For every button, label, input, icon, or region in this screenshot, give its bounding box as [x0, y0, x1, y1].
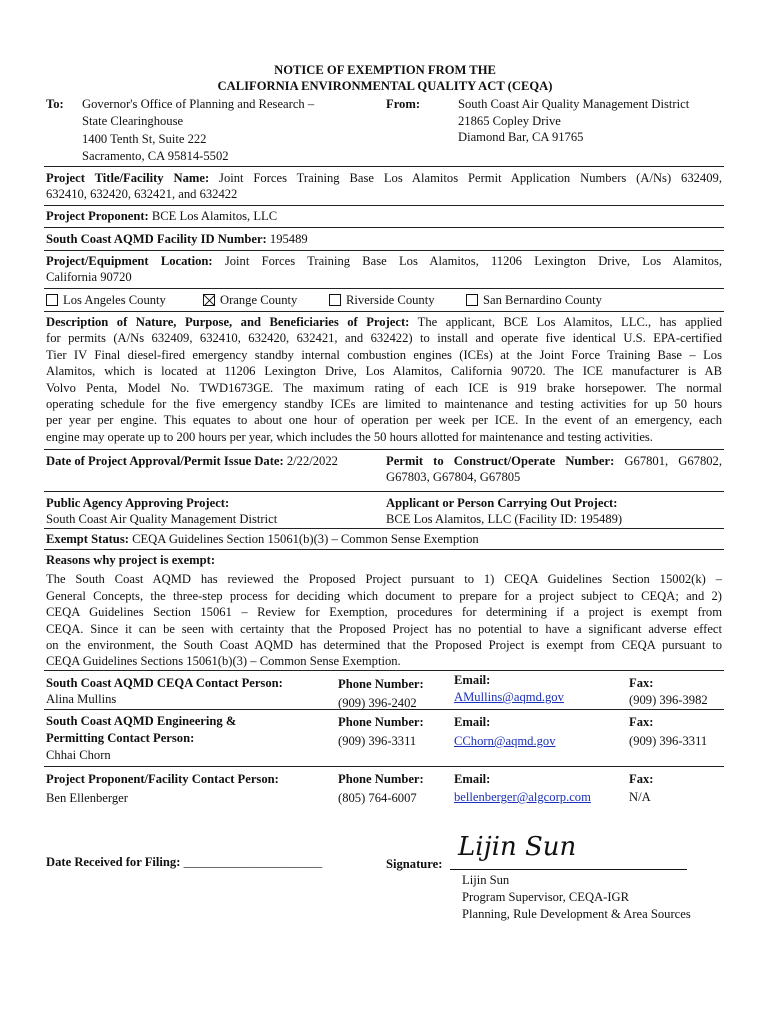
divider — [44, 549, 724, 550]
divider — [44, 205, 724, 206]
filing-blank[interactable]: ______________________ — [183, 855, 323, 869]
signer-block — [462, 872, 691, 923]
engineering-fax — [629, 713, 707, 751]
approval-date-label: Date of Project Approval/Permit Issue Date: — [46, 454, 284, 468]
divider — [44, 288, 724, 289]
county-label: Orange County — [220, 293, 298, 307]
phone-label: Phone Number: — [338, 715, 424, 729]
fax-label: Fax: — [629, 772, 654, 786]
approval-date-section — [46, 453, 338, 469]
checkbox-orange-checked[interactable] — [203, 294, 215, 306]
description-label: Description of Nature, Purpose, and Beneficiaries of Project: — [46, 315, 410, 329]
divider — [44, 449, 724, 450]
reasons-line: on the environment, the South Coast AQMD has determined that the Proposed Project is exempt from CEQA pursuant to — [46, 638, 722, 653]
to-line: Sacramento, CA 95814-5502 — [82, 148, 229, 163]
signature-label: Signature: — [386, 857, 443, 871]
applicant-value: BCE Los Alamitos, LLC (Facility ID: 195489) — [386, 512, 623, 526]
to-address — [82, 96, 314, 165]
notice-title — [0, 62, 770, 94]
from-line: 21865 Copley Drive — [458, 113, 561, 128]
description-line: Alamitos, which is located at 11206 Lexington Drive, Los Alamitos, California 90720. The ICE manufacturer is AB — [46, 364, 722, 379]
ceqa-phone-value: (909) 396-2402 — [338, 696, 417, 710]
engineering-email — [454, 713, 556, 751]
ceqa-contact — [46, 675, 283, 707]
reasons-line: The South Coast AQMD has reviewed the Proposed Project pursuant to 1) CEQA Guidelines Section 15002(k) – — [46, 572, 722, 587]
to-line: 1400 Tenth St, Suite 222 — [82, 131, 207, 146]
reasons-line: CEQA. Since it can be seen with certainty that the Proposed Project has no potential to have a significant adverse effect — [46, 621, 722, 636]
public-agency-label: Public Agency Approving Project: — [46, 496, 230, 510]
fax-label: Fax: — [629, 676, 654, 690]
location-label: Project/Equipment Location: — [46, 254, 213, 268]
permit-number-value-2: G67803, G67804, G67805 — [386, 470, 521, 484]
location-value-2: California 90720 — [46, 270, 132, 284]
facility-id-value: 195489 — [269, 232, 308, 246]
phone-label: Phone Number: — [338, 772, 424, 786]
divider — [44, 166, 724, 167]
proponent-fax — [629, 770, 653, 806]
exempt-status-value: CEQA Guidelines Section 15061(b)(3) – Common Sense Exemption — [132, 532, 479, 546]
divider — [44, 491, 724, 492]
description-line: for permits (A/Ns 632409, 632410, 632420, 632421, and 632422) to install and operate five identical U.S. EPA-certified — [46, 331, 722, 346]
from-label: From: — [386, 97, 421, 111]
project-title-label: Project Title/Facility Name: — [46, 171, 210, 185]
email-label: Email: — [454, 673, 491, 687]
engineering-contact-label-1: South Coast AQMD Engineering & — [46, 714, 237, 728]
project-title-section — [46, 170, 722, 202]
public-agency-section — [46, 495, 277, 527]
applicant-section — [386, 495, 622, 527]
divider — [44, 670, 724, 671]
email-label: Email: — [454, 772, 491, 786]
proponent-email-link[interactable]: bellenberger@algcorp.com — [454, 790, 591, 804]
fax-label: Fax: — [629, 715, 654, 729]
reasons-line: CEQA Guidelines Sections 15061(b)(3) – Common Sense Exemption. — [46, 654, 401, 669]
description-line: Volvo Penta, Model No. TWD1673GE. The maximum rating of each ICE is 919 brake horsepower. The normal — [46, 380, 722, 395]
proponent-label: Project Proponent: — [46, 209, 149, 223]
county-label: Riverside County — [346, 293, 435, 307]
engineering-phone — [338, 713, 424, 751]
proponent-phone-value: (805) 764-6007 — [338, 791, 417, 805]
signature-line — [450, 869, 687, 870]
facility-id-label: South Coast AQMD Facility ID Number: — [46, 232, 267, 246]
location-value-1: Joint Forces Training Base Los Alamitos, 11206 Lexington Drive, Los Alamitos, — [224, 254, 722, 268]
engineering-contact — [46, 713, 236, 764]
description-line: engine may operate up to 200 hours per year, which includes the 50 hours allotted for maintenance and testing activities. — [46, 429, 653, 444]
county-option-riverside[interactable] — [329, 292, 435, 308]
description-line: per year per engine. This equates to about one hour of operation per week per ICE. In the event of an emergency, each — [46, 413, 722, 428]
county-label: San Bernardino County — [483, 293, 602, 307]
divider — [44, 227, 724, 228]
to-line: State Clearinghouse — [82, 114, 184, 129]
ceqa-fax-value: (909) 396-3982 — [629, 693, 708, 707]
filing-label: Date Received for Filing: — [46, 855, 181, 869]
exempt-status-section — [46, 531, 722, 547]
reasons-section — [46, 552, 722, 670]
engineering-phone-value: (909) 396-3311 — [338, 734, 417, 748]
county-label: Los Angeles County — [63, 293, 166, 307]
divider — [44, 528, 724, 529]
description-line: operating schedule for the five emergency standby ICEs are limited to maintenance and testing activities for up 50 hours — [46, 397, 722, 412]
project-title-value-2: 632410, 632420, 632421, and 632422 — [46, 187, 238, 201]
project-title-value-1: Joint Forces Training Base Los Alamitos Permit Application Numbers (A/Ns) 632409, — [219, 171, 722, 185]
permit-number-value-1: G67801, G67802, — [624, 454, 722, 468]
ceqa-email — [454, 672, 564, 706]
engineering-fax-value: (909) 396-3311 — [629, 734, 708, 748]
reasons-label: Reasons why project is exempt: — [46, 553, 216, 567]
signer-department: Planning, Rule Development & Area Sources — [462, 907, 691, 921]
ceqa-contact-label: South Coast AQMD CEQA Contact Person: — [46, 676, 283, 690]
to-line: Governor's Office of Planning and Research – — [82, 97, 315, 111]
county-option-los-angeles[interactable] — [46, 292, 166, 308]
from-line: South Coast Air Quality Management District — [458, 97, 690, 111]
filing-section — [46, 854, 322, 870]
checkbox-los-angeles[interactable] — [46, 294, 58, 306]
proponent-contact — [46, 770, 279, 808]
proponent-contact-label: Project Proponent/Facility Contact Person: — [46, 772, 279, 786]
proponent-contact-name: Ben Ellenberger — [46, 791, 128, 805]
divider — [44, 766, 724, 767]
approval-date-value: 2/22/2022 — [286, 454, 338, 468]
proponent-value: BCE Los Alamitos, LLC — [151, 209, 278, 223]
phone-label: Phone Number: — [338, 677, 424, 691]
proponent-fax-value: N/A — [629, 790, 651, 804]
proponent-phone — [338, 770, 424, 808]
divider — [44, 250, 724, 251]
to-label: To: — [46, 97, 64, 111]
county-option-orange[interactable] — [203, 292, 297, 308]
checkbox-san-bernardino[interactable] — [466, 294, 478, 306]
engineering-email-link[interactable]: CChorn@aqmd.gov — [454, 734, 556, 748]
handwritten-signature: Lijin Sun — [458, 832, 577, 862]
ceqa-contact-name: Alina Mullins — [46, 692, 117, 706]
proponent-email — [454, 770, 591, 806]
divider — [44, 311, 724, 312]
exempt-status-label: Exempt Status: — [46, 532, 129, 546]
facility-id-section — [46, 231, 722, 247]
ceqa-fax — [629, 675, 708, 709]
applicant-label: Applicant or Person Carrying Out Project: — [386, 496, 618, 510]
reasons-line: General Concepts, the three-step process for deciding which document to prepare for a project subject to CEQA; and 2) — [46, 588, 722, 603]
from-line: Diamond Bar, CA 91765 — [458, 130, 584, 144]
signer-position: Program Supervisor, CEQA-IGR — [462, 890, 630, 904]
ceqa-email-link[interactable]: AMullins@aqmd.gov — [454, 690, 564, 704]
location-section — [46, 253, 722, 285]
public-agency-value: South Coast Air Quality Management District — [46, 512, 278, 526]
signer-name: Lijin Sun — [462, 873, 510, 887]
description-section — [46, 314, 722, 445]
ceqa-phone — [338, 675, 424, 713]
description-line: The applicant, BCE Los Alamitos, LLC., has applied — [417, 315, 723, 329]
from-address — [458, 96, 689, 146]
description-line: Tier IV Final diesel-fired emergency standby internal combustion engines (ICEs) at the Joint Force Training Base – Los — [46, 347, 722, 362]
title-line-1: NOTICE OF EXEMPTION FROM THE — [274, 63, 496, 77]
county-option-san-bernardino[interactable] — [466, 292, 602, 308]
permit-number-section — [386, 453, 722, 485]
engineering-contact-name: Chhai Chorn — [46, 748, 111, 762]
reasons-line: CEQA Guidelines Section 15061 – Review for Exemption, procedures for determining if a project is exempt from — [46, 605, 722, 620]
proponent-section — [46, 208, 722, 224]
divider — [44, 709, 724, 710]
email-label: Email: — [454, 715, 491, 729]
checkbox-riverside[interactable] — [329, 294, 341, 306]
engineering-contact-label-2: Permitting Contact Person: — [46, 731, 195, 745]
title-line-2: CALIFORNIA ENVIRONMENTAL QUALITY ACT (CEQA) — [217, 79, 553, 93]
permit-number-label: Permit to Construct/Operate Number: — [386, 454, 615, 468]
